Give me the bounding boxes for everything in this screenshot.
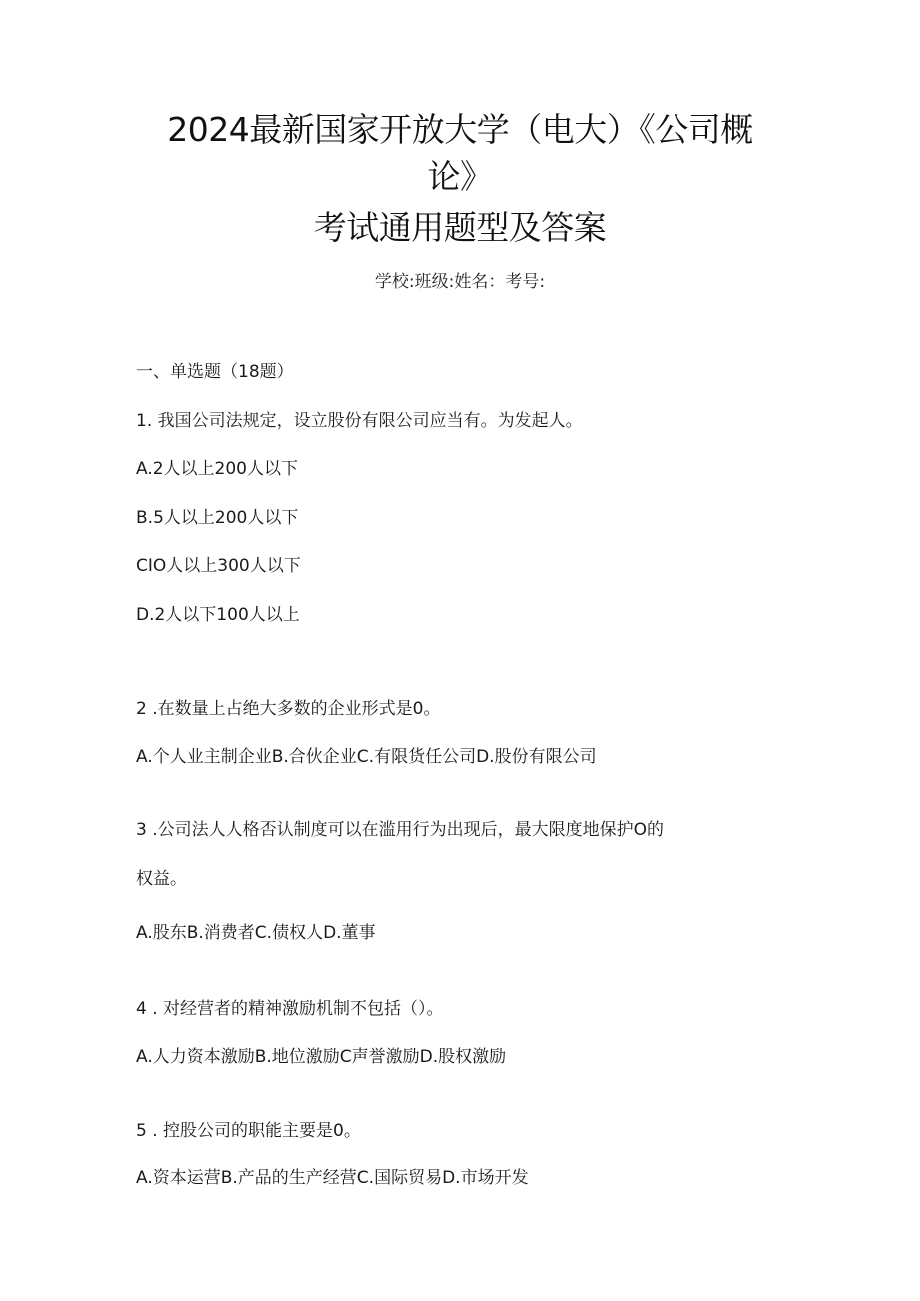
document-title-line-2: 论》 <box>427 157 493 196</box>
question-1-option-b: B.5人以上200人以下 <box>136 508 299 528</box>
question-3-stem-line-1: 3 .公司法人人格否认制度可以在滥用行为出现后，最大限度地保护O的 <box>136 820 665 840</box>
question-4-stem: 4 . 对经营者的精神激励机制不包括（）。 <box>136 999 444 1019</box>
question-1-option-d: D.2人以下100人以上 <box>136 605 300 625</box>
document-subtitle: 考试通用题型及答案 <box>313 208 607 247</box>
question-3-options: A.股东B.消费者C.债权人D.董事 <box>136 923 376 943</box>
question-1-option-c: CIO人以上300人以下 <box>136 556 301 576</box>
section-heading: 一、单选题（18题） <box>136 362 294 382</box>
question-1-option-a: A.2人以上200人以下 <box>136 459 298 479</box>
question-2-stem: 2 .在数量上占绝大多数的企业形式是0。 <box>136 699 441 719</box>
question-1-stem: 1. 我国公司法规定，设立股份有限公司应当有。为发起人。 <box>136 411 583 431</box>
question-3-stem-line-2: 权益。 <box>136 869 187 889</box>
question-2-options: A.个人业主制企业B.合伙企业C.有限货任公司D.股份有限公司 <box>136 747 597 767</box>
document-title-line-1: 2024最新国家开放大学（电大）《公司概 <box>167 110 753 149</box>
question-4-options: A.人力资本激励B.地位激励C声誉激励D.股权激励 <box>136 1047 507 1067</box>
question-5-options: A.资本运营B.产品的生产经营C.国际贸易D.市场开发 <box>136 1168 529 1188</box>
student-info-line: 学校:班级:姓名：考号: <box>374 272 546 292</box>
question-5-stem: 5 . 控股公司的职能主要是0。 <box>136 1121 361 1141</box>
